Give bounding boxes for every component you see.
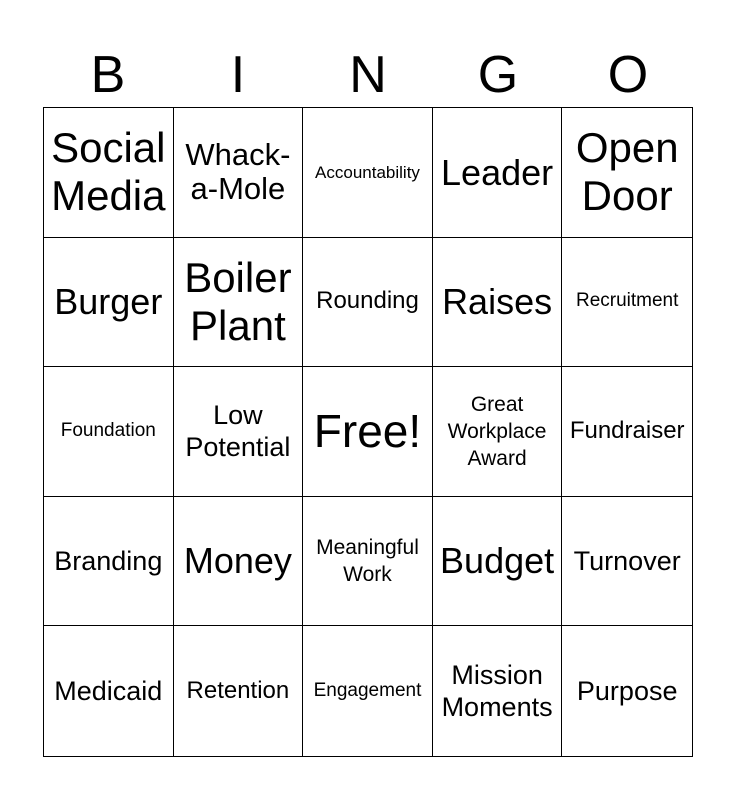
bingo-cell[interactable]: Burger	[44, 238, 174, 368]
bingo-cell[interactable]: Purpose	[576, 676, 678, 706]
header-letter-i: I	[230, 46, 246, 104]
bingo-cell[interactable]: Retention	[174, 626, 304, 756]
header-letter-b: B	[90, 46, 126, 104]
bingo-cell[interactable]: Open Door	[562, 108, 692, 238]
bingo-cell[interactable]: Low Potential	[174, 367, 304, 497]
bingo-cell[interactable]: Accountability	[303, 108, 433, 238]
bingo-cell[interactable]: Turnover	[562, 497, 692, 627]
bingo-cell[interactable]: Raises	[433, 238, 563, 368]
bingo-cell[interactable]: Great Workplace Award	[433, 367, 563, 497]
bingo-cell[interactable]: Leader	[433, 108, 563, 238]
bingo-cell[interactable]: Whack-a-Mole	[174, 108, 304, 238]
bingo-cell[interactable]: Meaningful Work	[303, 497, 433, 627]
bingo-cell[interactable]: Mission Moments	[433, 626, 563, 756]
header-letter-o: O	[607, 46, 649, 104]
bingo-cell[interactable]: Engagement	[303, 626, 433, 756]
bingo-header	[43, 44, 693, 106]
bingo-cell[interactable]: Medicaid	[44, 626, 174, 756]
bingo-cell[interactable]: Branding	[44, 497, 174, 627]
bingo-cell[interactable]: Recruitment	[562, 238, 692, 368]
bingo-cell[interactable]: Rounding	[303, 238, 433, 368]
bingo-cell[interactable]: Social Media	[44, 108, 174, 238]
header-letter-g: G	[477, 46, 519, 104]
free-space[interactable]: Free!	[303, 367, 433, 497]
bingo-board	[43, 107, 693, 757]
bingo-cell[interactable]: Boiler Plant	[174, 238, 304, 368]
bingo-cell[interactable]: Foundation	[44, 367, 174, 497]
bingo-cell[interactable]: Budget	[433, 497, 563, 627]
bingo-cell[interactable]: Money	[174, 497, 304, 627]
bingo-cell[interactable]: Fundraiser	[562, 367, 692, 497]
header-letter-n: N	[349, 46, 387, 104]
